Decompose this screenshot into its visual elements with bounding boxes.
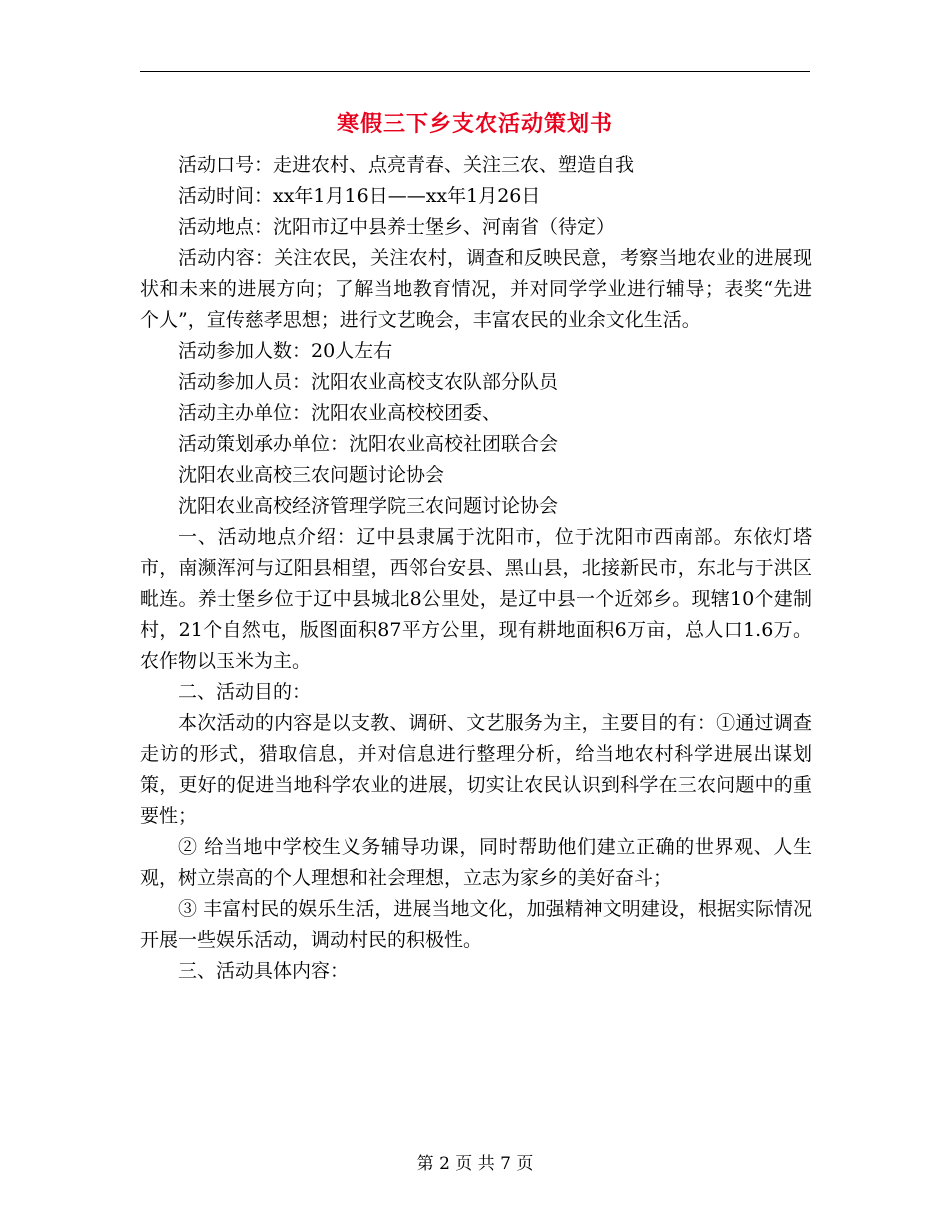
- content-paragraph: 活动内容：关注农民，关注农村，调查和反映民意，考察当地农业的进展现状和未来的进展方向；了解当地教育情况，并对同学学业进行辅导；表奖“先进个人”，宣传慈孝思想；进行文艺晚会，丰富农民的业余文化生活。: [140, 247, 812, 331]
- participant-count-paragraph: 活动参加人数：20人左右: [178, 340, 393, 362]
- purpose-paragraph-1: 本次活动的内容是以支教、调研、文艺服务为主，主要目的有：①通过调查走访的形式，猎取信息，并对信息进行整理分析，给当地农村科学进展出谋划策，更好的促进当地科学农业的进展，切实让农民认识到科学在三农问题中的重要性；: [140, 712, 812, 827]
- section-3-heading: 三、活动具体内容：: [178, 960, 350, 982]
- header-rule: [140, 71, 810, 72]
- purpose-paragraph-3: ③ 丰富村民的娱乐生活，进展当地文化，加强精神文明建设，根据实际情况开展一些娱乐活动，调动村民的积极性。: [140, 898, 812, 951]
- organizer-paragraph: 活动主办单位：沈阳农业高校校团委、: [178, 402, 502, 424]
- slogan-paragraph: 活动口号：走进农村、点亮青春、关注三农、塑造自我: [178, 154, 635, 176]
- page-number-footer: 第 2 页 共 7 页: [416, 1154, 534, 1174]
- association-paragraph: 沈阳农业高校三农问题讨论协会: [178, 464, 445, 486]
- section-2-heading: 二、活动目的：: [178, 681, 312, 703]
- college-association-paragraph: 沈阳农业高校经济管理学院三农问题讨论协会: [178, 495, 559, 517]
- purpose-paragraph-2: ② 给当地中学校生义务辅导功课，同时帮助他们建立正确的世界观、人生观，树立崇高的个人理想和社会理想，立志为家乡的美好奋斗；: [140, 836, 812, 889]
- participants-paragraph: 活动参加人员：沈阳农业高校支农队部分队员: [178, 371, 559, 393]
- location-paragraph: 活动地点：沈阳市辽中县养士堡乡、河南省（待定）: [178, 216, 616, 238]
- document-body: [140, 150, 812, 987]
- time-paragraph: 活动时间：xx年1月16日——xx年1月26日: [178, 185, 541, 207]
- co-organizer-paragraph: 活动策划承办单位：沈阳农业高校社团联合会: [178, 433, 559, 455]
- document-title: 寒假三下乡支农活动策划书: [336, 111, 613, 137]
- section-1-location-intro: 一、活动地点介绍：辽中县隶属于沈阳市，位于沈阳市西南部。东依灯塔市，南濒浑河与辽阳县相望，西邻台安县、黑山县，北接新民市，东北与于洪区毗连。养士堡乡位于辽中县城北8公里处，是辽中县一个近郊乡。现辖10个建制村，21个自然屯，版图面积87平方公里，现有耕地面积6万亩，总人口1.6万。农作物以玉米为主。: [140, 526, 812, 672]
